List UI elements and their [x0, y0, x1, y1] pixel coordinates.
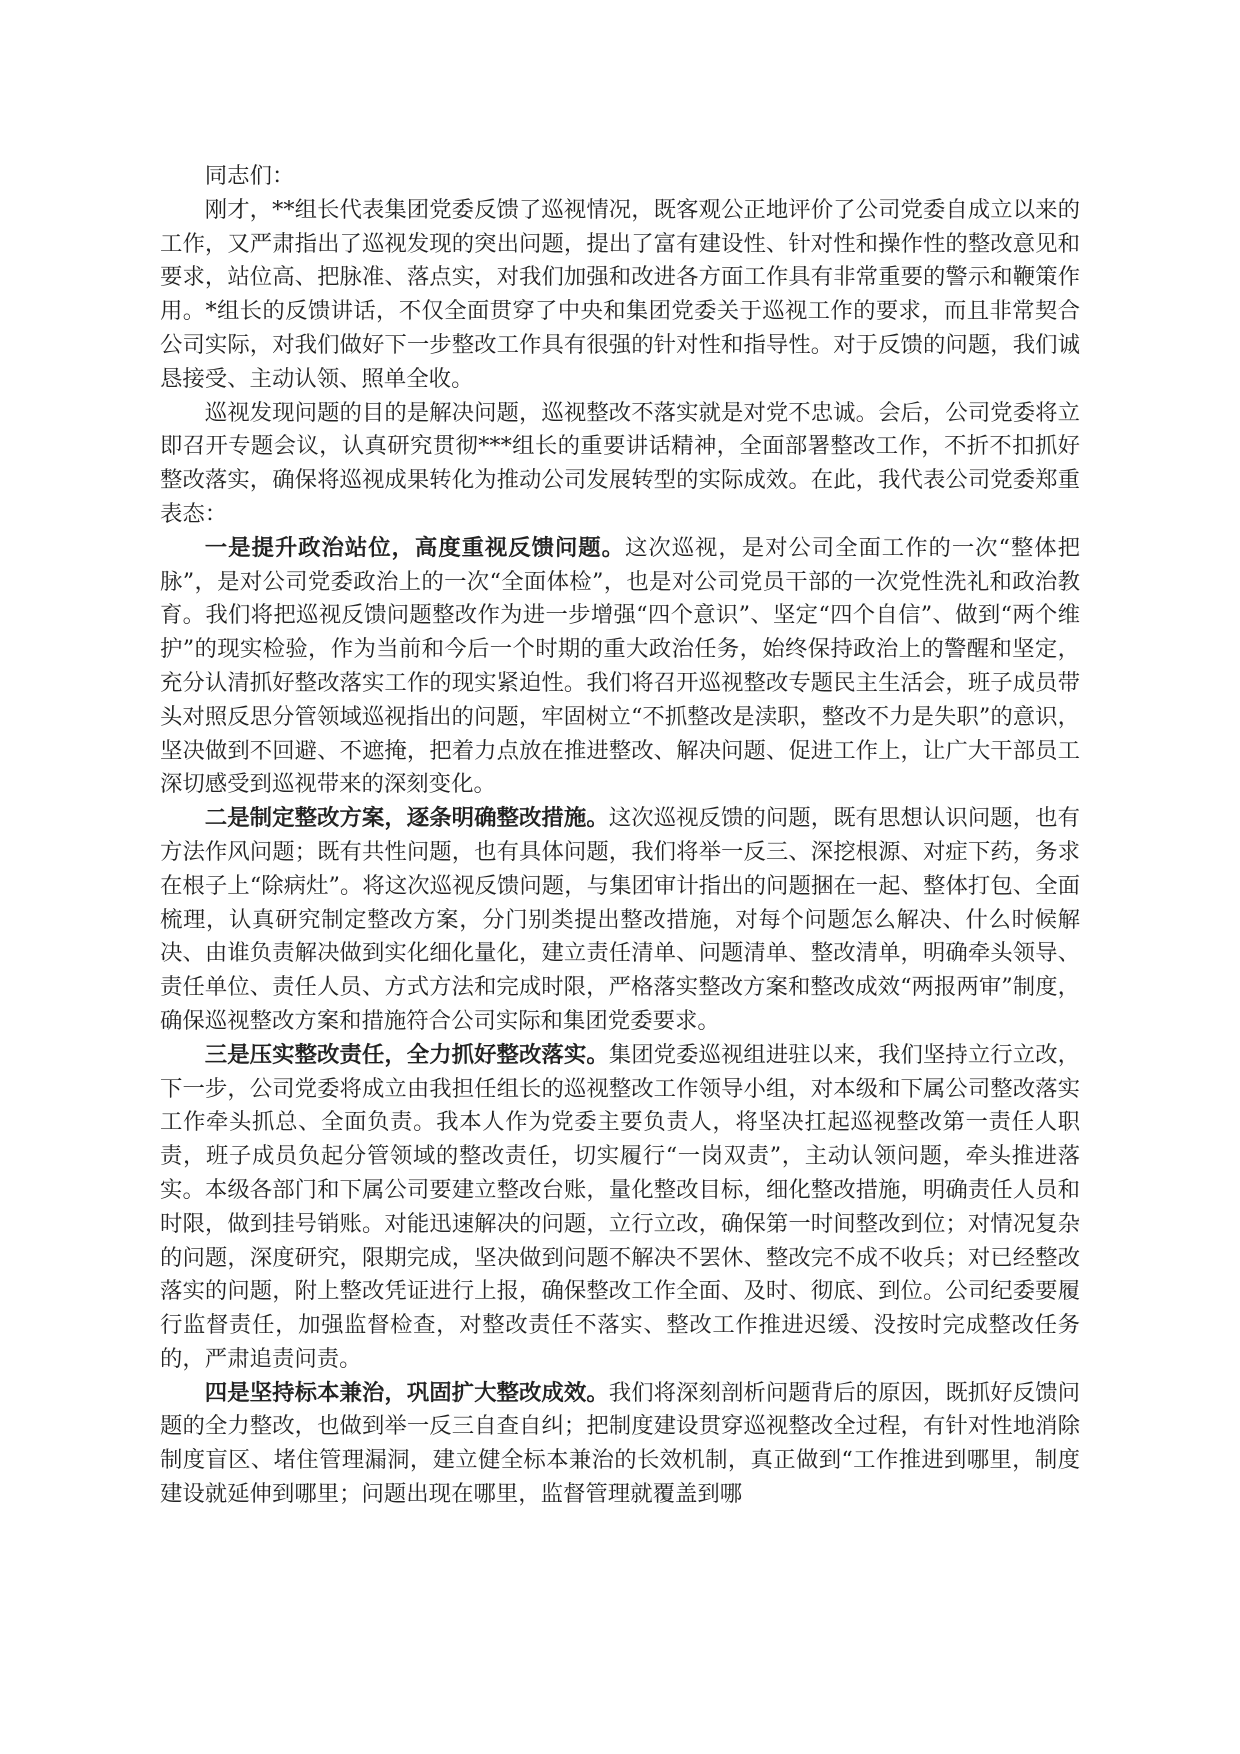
paragraph-text: 刚才，**组长代表集团党委反馈了巡视情况，既客观公正地评价了公司党委自成立以来的工作，又严肃指出了巡视发现的突出问题，提出了富有建设性、针对性和操作性的整改意见和要求，站位高、把脉准、落点实，对我们加强和改进各方面工作具有非常重要的警示和鞭策作用。*组长的反馈讲话，不仅全面贯穿了中央和集团党委关于巡视工作的要求，而且非常契合公司实际，对我们做好下一步整改工作具有很强的针对性和指导性。对于反馈的问题，我们诚恳接受、主动认领、照单全收。 [160, 196, 1080, 392]
paragraph-point-1 [160, 532, 1080, 802]
paragraph-text: 巡视发现问题的目的是解决问题，巡视整改不落实就是对党不忠诚。会后，公司党委将立即召开专题会议，认真研究贯彻***组长的重要讲话精神，全面部署整改工作，不折不扣抓好整改落实，确保将巡视成果转化为推动公司发展转型的实际成效。在此，我代表公司党委郑重表态： [160, 399, 1080, 527]
paragraph-heading: 三是压实整改责任，全力抓好整改落实。 [204, 1041, 609, 1068]
paragraph-point-4 [160, 1377, 1080, 1512]
paragraph-text: 集团党委巡视组进驻以来，我们坚持立行立改，下一步，公司党委将成立由我担任组长的巡视整改工作领导小组，对本级和下属公司整改落实工作牵头抓总、全面负责。我本人作为党委主要负责人，将坚决扛起巡视整改第一责任人职责，班子成员负起分管领域的整改责任，切实履行“一岗双责”，主动认领问题，牵头推进落实。本级各部门和下属公司要建立整改台账，量化整改目标，细化整改措施，明确责任人员和时限，做到挂号销账。对能迅速解决的问题，立行立改，确保第一时间整改到位；对情况复杂的问题，深度研究，限期完成，坚决做到问题不解决不罢休、整改完不成不收兵；对已经整改落实的问题，附上整改凭证进行上报，确保整改工作全面、及时、彻底、到位。公司纪委要履行监督责任，加强监督检查，对整改责任不落实、整改工作推进迟缓、没按时完成整改任务的，严肃追责问责。 [160, 1041, 1081, 1372]
paragraph-commitment [160, 397, 1080, 532]
document-body [160, 160, 1080, 1512]
paragraph-text: 我们将深刻剖析问题背后的原因，既抓好反馈问题的全力整改，也做到举一反三自查自纠；把制度建设贯穿巡视整改全过程，有针对性地消除制度盲区、堵住管理漏洞，建立健全标本兼治的长效机制，真正做到“工作推进到哪里，制度建设就延伸到哪里；问题出现在哪里，监督管理就覆盖到哪 [160, 1379, 1081, 1508]
paragraph-heading: 二是制定整改方案，逐条明确整改措施。 [204, 805, 609, 832]
paragraph-text: 这次巡视，是对公司全面工作的一次“整体把脉”，是对公司党委政治上的一次“全面体检”，也是对公司党员干部的一次党性洗礼和政治教育。我们将把巡视反馈问题整改作为进一步增强“四个意识”、坚定“四个自信”、做到“两个维护”的现实检验，作为当前和今后一个时期的重大政治任务，始终保持政治上的警醒和坚定，充分认清抓好整改落实工作的现实紧迫性。我们将召开巡视整改专题民主生活会，班子成员带头对照反思分管领域巡视指出的问题，牢固树立“不抓整改是渎职，整改不力是失职”的意识，坚决做到不回避、不遮掩，把着力点放在推进整改、解决问题、促进工作上，让广大干部员工深切感受到巡视带来的深刻变化。 [160, 534, 1080, 798]
paragraph-heading: 四是坚持标本兼治，巩固扩大整改成效。 [204, 1379, 609, 1406]
paragraph-text: 这次巡视反馈的问题，既有思想认识问题，也有方法作风问题；既有共性问题，也有具体问题，我们将举一反三、深挖根源、对症下药，务求在根子上“除病灶”。将这次巡视反馈问题，与集团审计指出的问题捆在一起、整体打包、全面梳理，认真研究制定整改方案，分门别类提出整改措施，对每个问题怎么解决、什么时候解决、由谁负责解决做到实化细化量化，建立责任清单、问题清单、整改清单，明确牵头领导、责任单位、责任人员、方式方法和完成时限，严格落实整改方案和整改成效“两报两审”制度，确保巡视整改方案和措施符合公司实际和集团党委要求。 [160, 805, 1081, 1034]
paragraph-opening [160, 194, 1080, 397]
paragraph-heading: 一是提升政治站位，高度重视反馈问题。 [204, 534, 625, 561]
salutation: 同志们： [204, 163, 295, 189]
paragraph-point-3 [160, 1039, 1080, 1377]
paragraph-point-2 [160, 802, 1080, 1039]
